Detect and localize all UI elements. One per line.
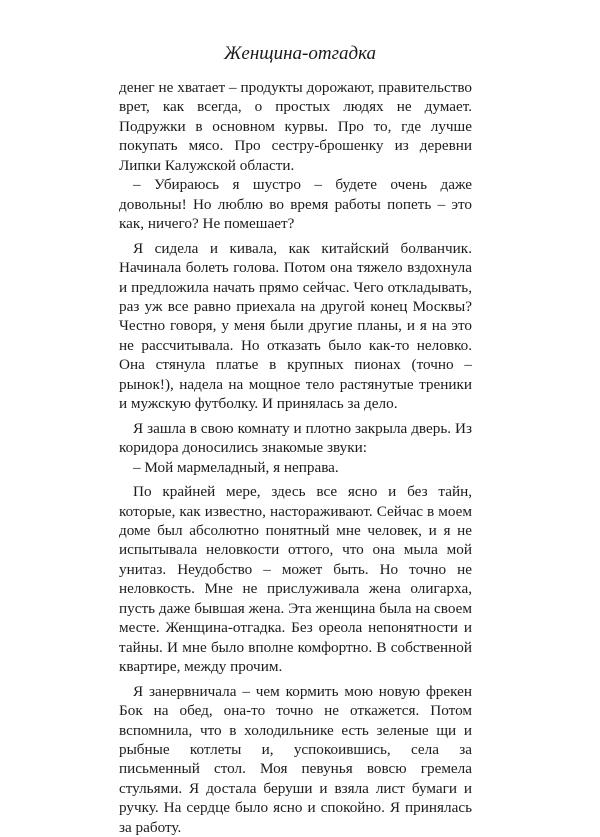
- paragraph-5: – Мой мармеладный, я неправа.: [133, 458, 339, 476]
- paragraph-6: По крайней мере, здесь все ясно и без тайн, которые, как известно, настораживают. Сейчас в моем доме был абсолютно понятный мне человек, и я не испытывала неловкости оттого, что она мыла мой унитаз. Неудобство – может быть. Но точно не неловкость. Мне не прислуживала жена олигарха, пусть даже бывшая жена. Эта женщина была на своем месте. Женщина-отгадка. Без ореола непонятности и тайны. И мне было вполне комфортно. В собственной квартире, между прочим.: [119, 483, 472, 676]
- paragraph-1: денег не хватает – продукты дорожают, правительство врет, как всегда, о простых людях не думает. Подружки в основном курвы. Про то, где лучше покупать мясо. Про сестру-брошенку из деревни Липки Калужской области.: [119, 79, 472, 174]
- running-title: Женщина-отгадка: [223, 43, 377, 64]
- body-text: [119, 78, 472, 837]
- paragraph-3: Я сидела и кивала, как китайский болванчик. Начинала болеть голова. Потом она тяжело вздохнула и предложила начать прямо сейчас. Чего откладывать, раз уж все равно приехала на другой конец Москвы? Честно говоря, у меня были другие планы, и я на это не рассчитывала. Но отказать было как-то неловко. Она стянула платье в крупных пионах (точно – рынок!), надела на мощное тело растянутые треники и мужскую футболку. И принялась за дело.: [119, 239, 472, 413]
- paragraph-2: – Убираюсь я шустро – будете очень даже довольны! Но люблю во время работы попеть – это как, ничего? Не помешает?: [119, 176, 472, 233]
- paragraph-4: Я зашла в свою комнату и плотно закрыла дверь. Из коридора доносились знакомые звуки:: [119, 419, 472, 457]
- paragraph-7: Я занервничала – чем кормить мою новую фрекен Бок на обед, она-то точно не откажется. Потом вспомнила, что в холодильнике есть зеленые щи и рыбные котлеты и, успокоившись, села за письменный стол. Моя певунья вовсю гремела стульями. Я достала беруши и взяла лист бумаги и ручку. На сердце было ясно и спокойно. Я принялась за работу.: [119, 682, 472, 836]
